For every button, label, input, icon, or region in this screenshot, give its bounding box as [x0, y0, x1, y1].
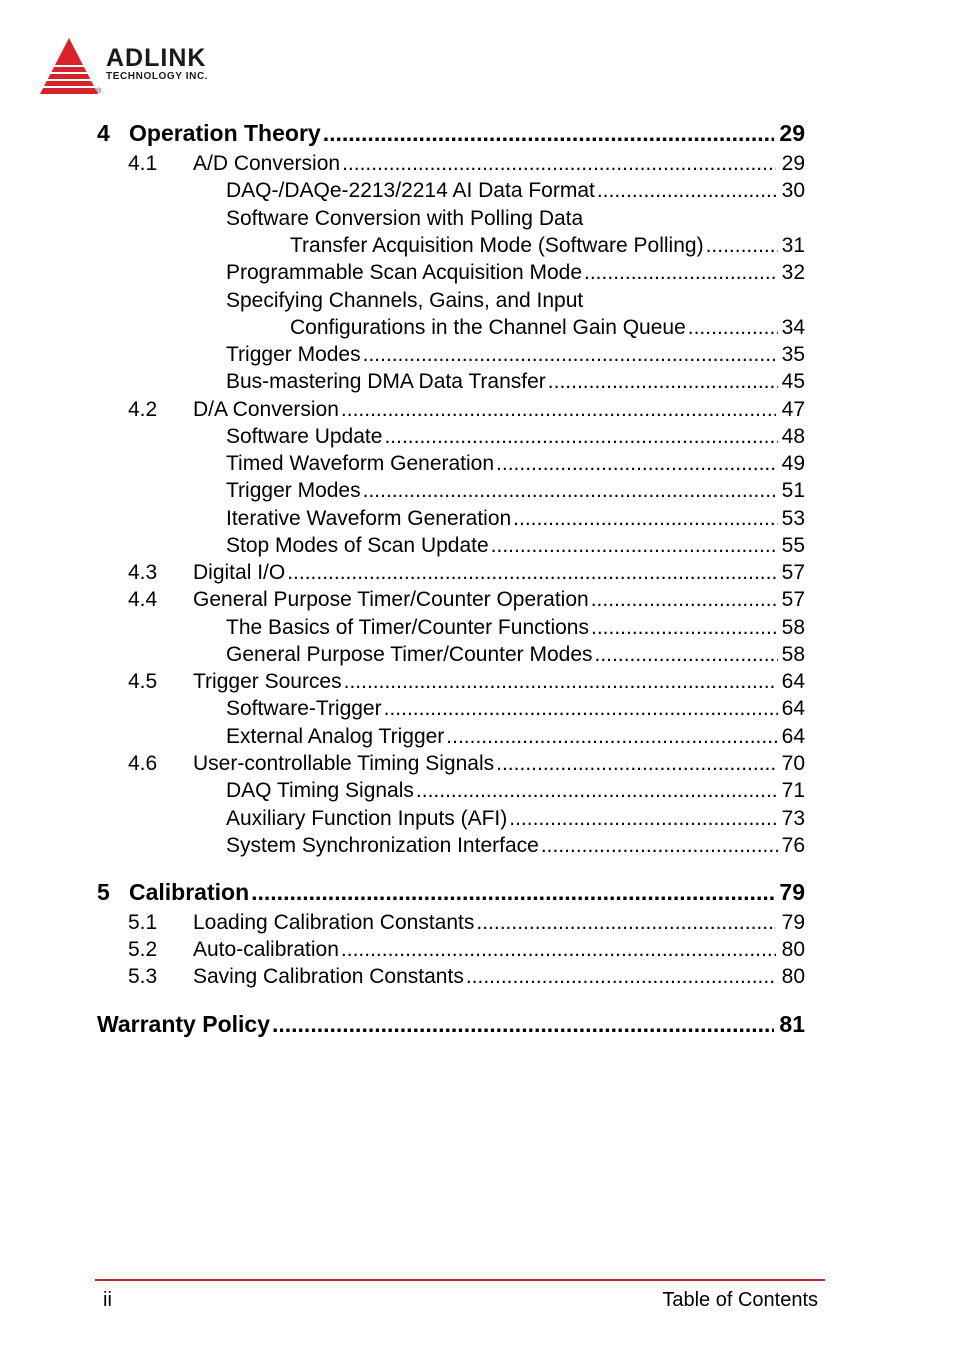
toc-section-5-2[interactable]: [128, 938, 805, 962]
section-title: Saving Calibration Constants: [193, 965, 464, 988]
adlink-triangle-icon: [40, 36, 100, 98]
registered-mark: ®: [96, 88, 102, 95]
subsection-title-line2: Configurations in the Channel Gain Queue: [290, 316, 686, 339]
toc-subsection[interactable]: [226, 834, 805, 858]
chapter-title: Calibration: [129, 879, 250, 905]
footer-page-number: ii: [103, 1289, 112, 1311]
leader-dots: [342, 152, 776, 176]
leader-dots: [496, 452, 778, 476]
subsection-page: 32: [781, 261, 805, 284]
leader-dots: [416, 779, 778, 803]
chapter-page: 79: [779, 879, 805, 905]
toc-section-4-6[interactable]: [128, 752, 805, 776]
subsection-title: Software Update: [226, 425, 383, 448]
subsection-title: Bus-mastering DMA Data Transfer: [226, 370, 546, 393]
section-title: General Purpose Timer/Counter Operation: [193, 588, 589, 611]
subsection-title: Auxiliary Function Inputs (AFI): [226, 807, 508, 830]
subsection-title: Programmable Scan Acquisition Mode: [226, 261, 583, 284]
leader-dots: [251, 879, 774, 906]
section-number: 4.5: [128, 670, 158, 693]
section-number: 5.2: [128, 938, 158, 961]
subsection-title: DAQ-/DAQe-2213/2214 AI Data Format: [226, 179, 595, 202]
subsection-page: 55: [781, 534, 805, 557]
toc-subsection-continuation[interactable]: [290, 234, 805, 258]
toc-subsection[interactable]: [226, 343, 805, 367]
section-number: 5.3: [128, 965, 158, 988]
toc-section-4-2[interactable]: [128, 398, 805, 422]
subsection-page: 51: [781, 479, 805, 502]
section-page: 64: [781, 670, 805, 693]
section-title: D/A Conversion: [193, 398, 339, 421]
leader-dots: [446, 725, 778, 749]
section-page: 70: [781, 752, 805, 775]
toc-section-4-5[interactable]: [128, 670, 805, 694]
leader-dots: [548, 370, 778, 394]
toc-subsection-title-line1[interactable]: Specifying Channels, Gains, and Input: [226, 289, 584, 312]
chapter-title: Operation Theory: [129, 120, 321, 146]
toc-section-4-1[interactable]: [128, 152, 805, 176]
subsection-page: 58: [781, 643, 805, 666]
chapter-page: 29: [779, 120, 805, 146]
subsection-title: Software-Trigger: [226, 697, 382, 720]
leader-dots: [496, 752, 776, 776]
leader-dots: [272, 1011, 774, 1038]
subsection-page: 64: [781, 725, 805, 748]
leader-dots: [384, 697, 778, 721]
leader-dots: [476, 911, 776, 935]
chapter-number: 5: [97, 879, 110, 905]
subsection-page: 45: [781, 370, 805, 393]
subsection-page: 76: [781, 834, 805, 857]
subsection-title: Trigger Modes: [226, 479, 361, 502]
subsection-title: System Synchronization Interface: [226, 834, 539, 857]
subsection-page: 34: [781, 316, 805, 339]
subsection-page: 49: [781, 452, 805, 475]
section-page: 57: [781, 561, 805, 584]
leader-dots: [591, 616, 778, 640]
section-page: 47: [781, 398, 805, 421]
toc-subsection-title-line1[interactable]: Software Conversion with Polling Data: [226, 207, 584, 230]
leader-dots: [466, 965, 776, 989]
footer-section-title: Table of Contents: [662, 1289, 818, 1311]
subsection-page: 53: [781, 507, 805, 530]
leader-dots: [384, 425, 778, 449]
section-number: 4.2: [128, 398, 158, 421]
leader-dots: [363, 343, 778, 367]
footer-rule: [95, 1279, 825, 1281]
leader-dots: [706, 234, 778, 258]
toc-section-5-3[interactable]: [128, 965, 805, 989]
leader-dots: [513, 507, 778, 531]
toc-warranty-policy[interactable]: [97, 1011, 805, 1038]
toc-section-4-4[interactable]: [128, 588, 805, 612]
leader-dots: [688, 316, 778, 340]
leader-dots: [491, 534, 778, 558]
toc-subsection[interactable]: [226, 807, 805, 831]
toc-subsection[interactable]: [226, 643, 805, 667]
toc-section-5-1[interactable]: [128, 911, 805, 935]
toc-subsection[interactable]: [226, 425, 805, 449]
warranty-page: 81: [779, 1011, 805, 1037]
section-number: 4.3: [128, 561, 158, 584]
warranty-title: Warranty Policy: [97, 1011, 270, 1037]
toc-subsection-continuation[interactable]: [290, 316, 805, 340]
subsection-title-line2: Transfer Acquisition Mode (Software Polling): [290, 234, 704, 257]
toc-subsection[interactable]: [226, 616, 805, 640]
toc-subsection[interactable]: [226, 479, 805, 503]
leader-dots: [591, 588, 776, 612]
leader-dots: [584, 261, 778, 285]
leader-dots: [323, 120, 774, 147]
logo-tagline: TECHNOLOGY INC.: [106, 71, 209, 82]
toc-subsection[interactable]: [226, 261, 805, 285]
leader-dots: [541, 834, 778, 858]
section-number: 5.1: [128, 911, 158, 934]
leader-dots: [509, 807, 778, 831]
section-title: Loading Calibration Constants: [193, 911, 475, 934]
section-title: Auto-calibration: [193, 938, 339, 961]
toc-subsection[interactable]: [226, 507, 805, 531]
subsection-page: 58: [781, 616, 805, 639]
toc-subsection[interactable]: [226, 697, 805, 721]
subsection-page: 64: [781, 697, 805, 720]
section-page: 29: [781, 152, 805, 175]
section-page: 80: [781, 965, 805, 988]
subsection-title: DAQ Timing Signals: [226, 779, 414, 802]
toc-subsection[interactable]: [226, 725, 805, 749]
subsection-title: External Analog Trigger: [226, 725, 445, 748]
section-number: 4.6: [128, 752, 158, 775]
toc-chapter-5[interactable]: [97, 879, 805, 906]
toc-subsection[interactable]: [226, 534, 805, 558]
section-title: Digital I/O: [193, 561, 286, 584]
section-title: Trigger Sources: [193, 670, 342, 693]
subsection-title: Timed Waveform Generation: [226, 452, 495, 475]
subsection-page: 73: [781, 807, 805, 830]
leader-dots: [363, 479, 778, 503]
section-title: A/D Conversion: [193, 152, 341, 175]
toc-subsection[interactable]: [226, 370, 805, 394]
toc-chapter-4[interactable]: [97, 120, 805, 147]
leader-dots: [344, 670, 776, 694]
leader-dots: [595, 643, 778, 667]
leader-dots: [341, 938, 776, 962]
subsection-page: 35: [781, 343, 805, 366]
subsection-title: General Purpose Timer/Counter Modes: [226, 643, 593, 666]
toc-subsection[interactable]: [226, 179, 805, 203]
subsection-title: The Basics of Timer/Counter Functions: [226, 616, 589, 639]
subsection-page: 48: [781, 425, 805, 448]
toc-section-4-3[interactable]: [128, 561, 805, 585]
adlink-logo: [40, 36, 240, 100]
leader-dots: [287, 561, 776, 585]
logo-wordmark: ADLINK: [106, 44, 207, 72]
toc-subsection[interactable]: [226, 452, 805, 476]
section-number: 4.4: [128, 588, 158, 611]
toc-subsection[interactable]: [226, 779, 805, 803]
subsection-title: Iterative Waveform Generation: [226, 507, 512, 530]
subsection-page: 71: [781, 779, 805, 802]
section-number: 4.1: [128, 152, 158, 175]
section-title: User-controllable Timing Signals: [193, 752, 495, 775]
leader-dots: [341, 398, 776, 422]
section-page: 79: [781, 911, 805, 934]
subsection-page: 30: [781, 179, 805, 202]
leader-dots: [597, 179, 778, 203]
subsection-title: Stop Modes of Scan Update: [226, 534, 489, 557]
section-page: 57: [781, 588, 805, 611]
subsection-title: Trigger Modes: [226, 343, 361, 366]
chapter-number: 4: [97, 120, 110, 146]
subsection-page: 31: [781, 234, 805, 257]
section-page: 80: [781, 938, 805, 961]
